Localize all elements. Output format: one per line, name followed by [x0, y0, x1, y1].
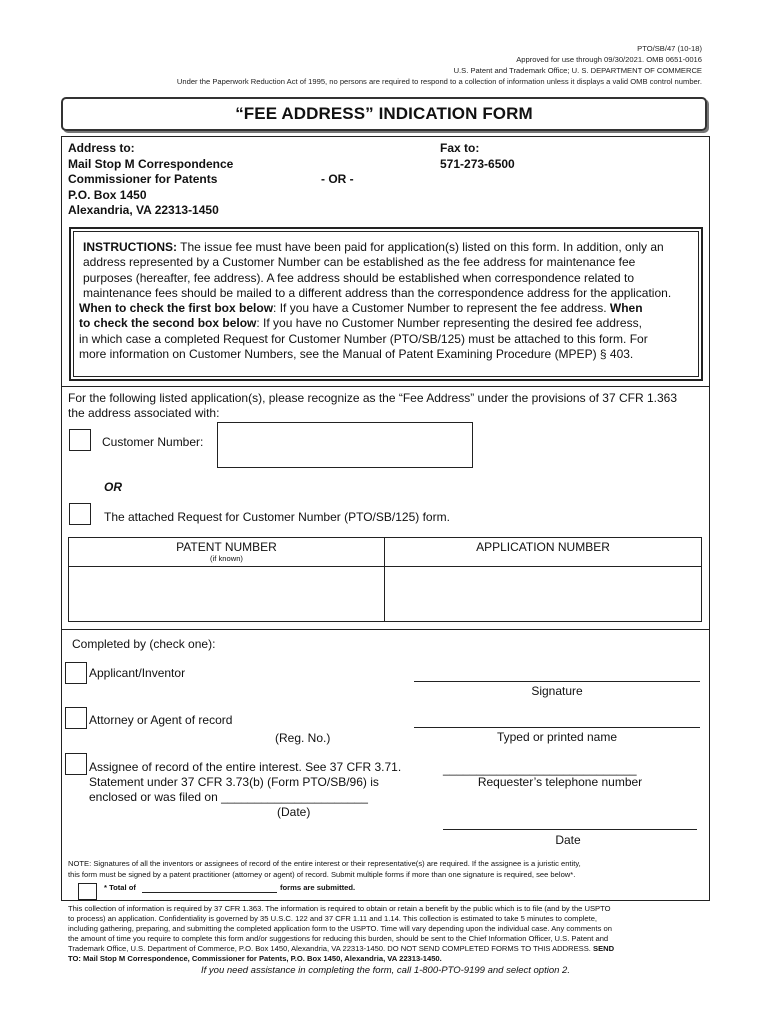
- application-number-cell[interactable]: [384, 566, 702, 622]
- signature-label: Signature: [531, 684, 583, 698]
- customer-number-label: Customer Number:: [102, 435, 204, 449]
- signature-line[interactable]: [414, 681, 700, 682]
- attached-request-checkbox[interactable]: [69, 503, 91, 525]
- instructions-text: INSTRUCTIONS: The issue fee must have been paid for application(s) listed on this form. In addition, only an address represented by a Customer Number can be established as the fee address for maintenance fee purposes (hereafter, fee address). A fee address should be established when correspondence related to maintenance fees should be mailed to a different address than the correspondence address for the application. When to check the first box below: If you have a Customer Number to represent the fee address. When to check the second box below: If you have no Customer Number representing the desired fee address, in which case a completed Request for Customer Number (PTO/SB/125) must be attached to this form. For more information on Customer Numbers, see the Manual of Patent Examining Procedure (MPEP) § 403.: [79, 240, 672, 362]
- assistance-text: If you need assistance in completing the form, call 1-800-PTO-9199 and select option 2.: [201, 965, 570, 976]
- attached-request-label: The attached Request for Customer Number (PTO/SB/125) form.: [104, 510, 450, 524]
- assignee-text: Assignee of record of the entire interest. See 37 CFR 3.71. Statement under 37 CFR 3.73(b) (Form PTO/SB/96) is enclosed or was filed on ______________________: [89, 760, 402, 804]
- agency-text: U.S. Patent and Trademark Office; U. S. DEPARTMENT OF COMMERCE: [453, 66, 702, 75]
- phone-line[interactable]: _____________________________: [443, 762, 637, 776]
- attorney-checkbox[interactable]: [65, 707, 87, 729]
- patent-number-header: PATENT NUMBER (if known): [68, 537, 385, 567]
- reg-no-label: (Reg. No.): [275, 731, 331, 745]
- assignee-checkbox[interactable]: [65, 753, 87, 775]
- completed-by-label: Completed by (check one):: [72, 637, 216, 651]
- form-id: PTO/SB/47 (10-18): [637, 44, 702, 53]
- date-line[interactable]: [443, 829, 697, 830]
- patent-number-cell[interactable]: [68, 566, 385, 622]
- form-title: “FEE ADDRESS” INDICATION FORM: [61, 97, 707, 131]
- section-divider: [61, 386, 710, 387]
- or-separator: - OR -: [321, 172, 354, 186]
- total-forms-box[interactable]: [78, 883, 97, 900]
- note-text: NOTE: Signatures of all the inventors or assignees of record of the entire interest or their representative(s) are required. If the assignee is a juristic entity, this form must be signed by a patent practitioner (attorney or agent) of record. Submit multiple forms if more than one signature is required, see below*.: [68, 859, 581, 879]
- attorney-label: Attorney or Agent of record: [89, 713, 233, 727]
- date-paren-label: (Date): [277, 805, 311, 819]
- typed-name-label: Typed or printed name: [496, 730, 618, 744]
- instructions-lead: INSTRUCTIONS:: [83, 240, 177, 254]
- forms-submitted-label: forms are submitted.: [280, 883, 356, 892]
- typed-name-line[interactable]: [414, 727, 700, 728]
- section-divider-2: [61, 629, 710, 630]
- date-label: Date: [555, 833, 581, 847]
- fax-number: 571-273-6500: [440, 156, 515, 171]
- total-of-label: * Total of: [104, 883, 136, 892]
- application-number-header: APPLICATION NUMBER: [384, 537, 702, 567]
- recognize-text: For the following listed application(s), please recognize as the “Fee Address” under the provisions of 37 CFR 1.363 the address associated with:: [68, 391, 677, 420]
- applicant-checkbox[interactable]: [65, 662, 87, 684]
- address-line3: P.O. Box 1450: [68, 187, 147, 202]
- fax-label: Fax to:: [440, 141, 480, 155]
- paperwork-text: Under the Paperwork Reduction Act of 1995, no persons are required to respond to a collection of information unless it displays a valid OMB control number.: [176, 77, 702, 86]
- footer-text: This collection of information is required by 37 CFR 1.363. The information is required to obtain or retain a benefit by the public which is to file (and by the USPTO to process) an application. Confidentiality is governed by 35 U.S.C. 122 and 37 CFR 1.11 and 1.14. This collection is estimated to take 5 minutes to complete, including gathering, preparing, and submitting the completed application form to the USPTO. Time will vary depending upon the individual case. Any comments on the amount of time you require to complete this form and/or suggestions for reducing this burden, should be sent to the Chief Information Officer, U.S. Patent and Trademark Office, U.S. Department of Commerce, P.O. Box 1450, Alexandria, VA 22313-1450. DO NOT SEND COMPLETED FORMS TO THIS ADDRESS. SEND TO: Mail Stop M Correspondence, Commissioner for Patents, P.O. Box 1450, Alexandria, VA 22313-1450.: [68, 904, 615, 963]
- phone-label: Requester’s telephone number: [477, 775, 643, 789]
- applicant-label: Applicant/Inventor: [89, 666, 186, 680]
- customer-number-checkbox[interactable]: [69, 429, 91, 451]
- address-block: [68, 141, 233, 219]
- approval-text: Approved for use through 09/30/2021. OMB 0651-0016: [516, 55, 702, 64]
- fax-block: [440, 141, 515, 172]
- customer-number-field[interactable]: [217, 422, 473, 468]
- address-line2: Commissioner for Patents: [68, 172, 218, 186]
- address-line1: Mail Stop M Correspondence: [68, 156, 234, 171]
- address-line4: Alexandria, VA 22313-1450: [68, 203, 219, 217]
- total-forms-line[interactable]: [142, 892, 277, 893]
- address-label: Address to:: [68, 141, 135, 155]
- or-label: OR: [104, 480, 122, 494]
